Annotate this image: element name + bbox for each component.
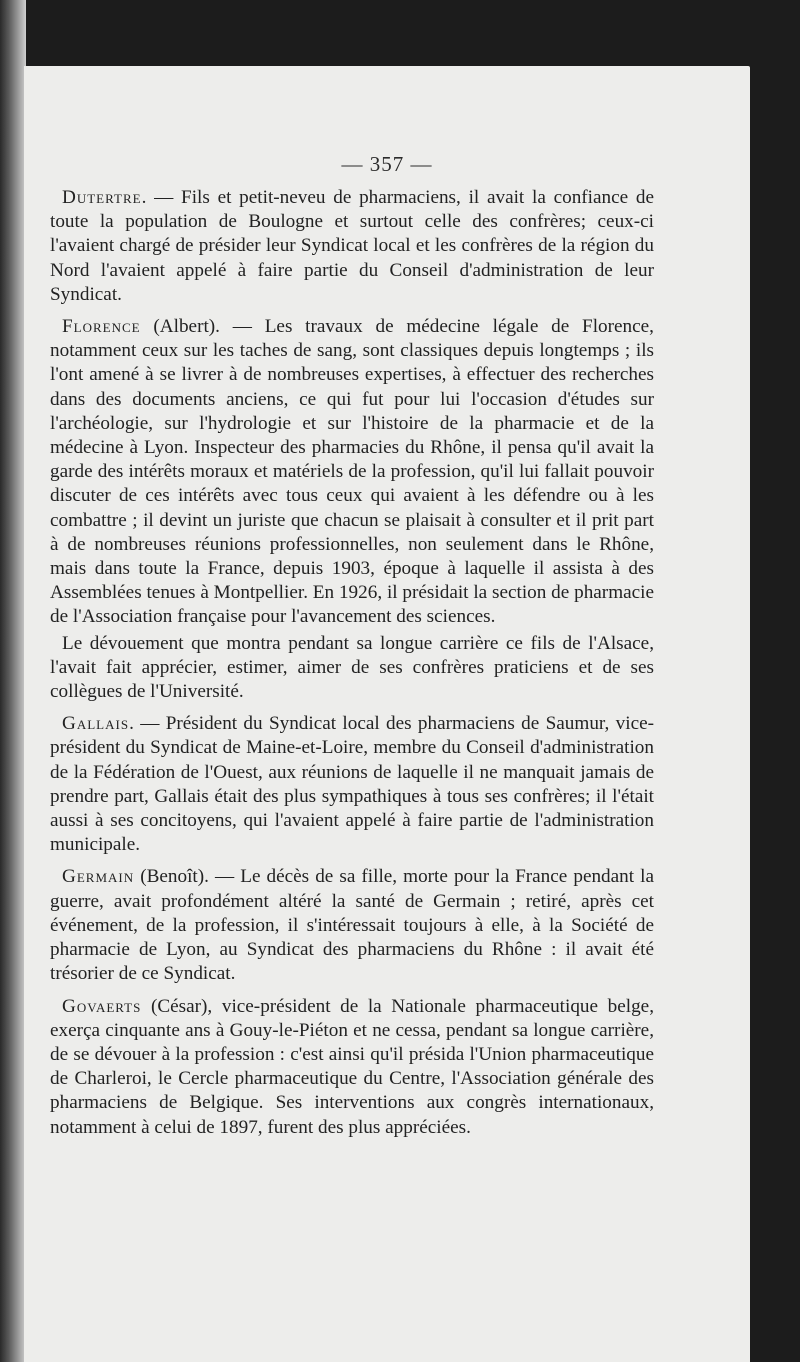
entry-text: Le dévouement que montra pendant sa longue carrière ce fils de l'Alsace, l'avait fait apprécier, estimer, aimer de ses confrères praticiens et de ses collègues de l'Université. <box>50 632 654 703</box>
entry-name: Gallais <box>62 713 130 735</box>
entry-florence-continued <box>50 632 654 705</box>
entry-name: Florence <box>62 316 141 338</box>
entry-florence <box>50 315 654 630</box>
entry-text: Fils et petit-neveu de pharmaciens, il avait la confiance de toute la population de Boulogne et surtout celle des confrères; ceux-ci l'avaient chargé de présider leur Syndicat local et les confrères de la région du Nord l'avaient appelé à faire partie du Conseil d'administration de leur Syndicat. <box>50 187 655 305</box>
entry-text: Les travaux de médecine légale de Florence, notamment ceux sur les taches de sang, sont classiques depuis longtemps ; ils l'ont amené à se livrer à de nombreuses expertises, à effectuer des recherches dans des documents anciens, ce qui fut pour lui l'occasion d'études sur l'archéologie, sur l'hydrologie et sur l'histoire de la pharmacie et de la médecine à Lyon. Inspecteur des pharmacies du Rhône, il pensa qu'il avait la garde des intérêts moraux et matériels de la profession, qu'il lui fallait pouvoir discuter de ces intérêts avec tous ceux qui avaient à les défendre ou à les combattre ; il devint un juriste que chacun se plaisait à consulter et il prit part à de nombreuses réunions professionnelles, non seulement dans le Rhône, mais dans toute la France, depuis 1903, époque à laquelle il assista à des Assemblées tenues à Montpellier. En 1926, il présidait la section de pharmacie de l'Association française pour l'avancement des sciences. <box>50 316 654 628</box>
entry-text: vice-président de la Nationale pharmaceutique belge, exerça cinquante ans à Gouy-le-Piéton et ne cessa, pendant sa longue carrière, de se dévouer à la profession : c'est ainsi qu'il présida l'Union pharmaceutique de Charleroi, le Cercle pharmaceutique du Centre, l'Association générale des pharmaciens de Belgique. Ses interventions aux congrès internationaux, notamment à celui de 1897, furent des plus appréciées. <box>50 995 654 1138</box>
entry-name-suffix: (Benoît). — <box>134 866 241 888</box>
entry-name: Dutertre <box>62 187 142 208</box>
left-page-edge <box>0 0 26 1362</box>
entry-name-suffix: . — <box>129 713 166 735</box>
entry-name-suffix: (Albert). — <box>140 316 265 338</box>
page-number: — 357 — <box>341 152 433 176</box>
text-block <box>50 186 654 1148</box>
entry-name-suffix: . — <box>141 187 182 208</box>
entry-dutertre <box>50 186 654 307</box>
entry-name-suffix: (César), <box>141 995 222 1017</box>
entry-text: Président du Syndicat local des pharmaciens de Saumur, vice-président du Syndicat de Maine-et-Loire, membre du Conseil d'administration de la Fédération de l'Ouest, aux réunions de laquelle il ne manquait jamais de prendre part, Gallais était des plus sympathiques à tous ses confrères; il l'était aussi à ses concitoyens, qui l'avaient appelé à faire partie de l'administration municipale. <box>50 713 654 856</box>
document-page <box>24 66 750 1362</box>
entry-name: Germain <box>62 866 135 888</box>
entry-name: Govaerts <box>62 995 142 1017</box>
entry-germain <box>50 865 654 986</box>
entry-gallais <box>50 712 654 857</box>
entry-text: Le décès de sa fille, morte pour la France pendant la guerre, avait profondément altéré la santé de Germain ; retiré, après cet événement, de la profession, il s'intéressait toujours à elle, à la Société de pharmacie de Lyon, au Syndicat des pharmaciens du Rhône : il avait été trésorier de ce Syndicat. <box>50 866 654 985</box>
entry-govaerts <box>50 995 654 1140</box>
